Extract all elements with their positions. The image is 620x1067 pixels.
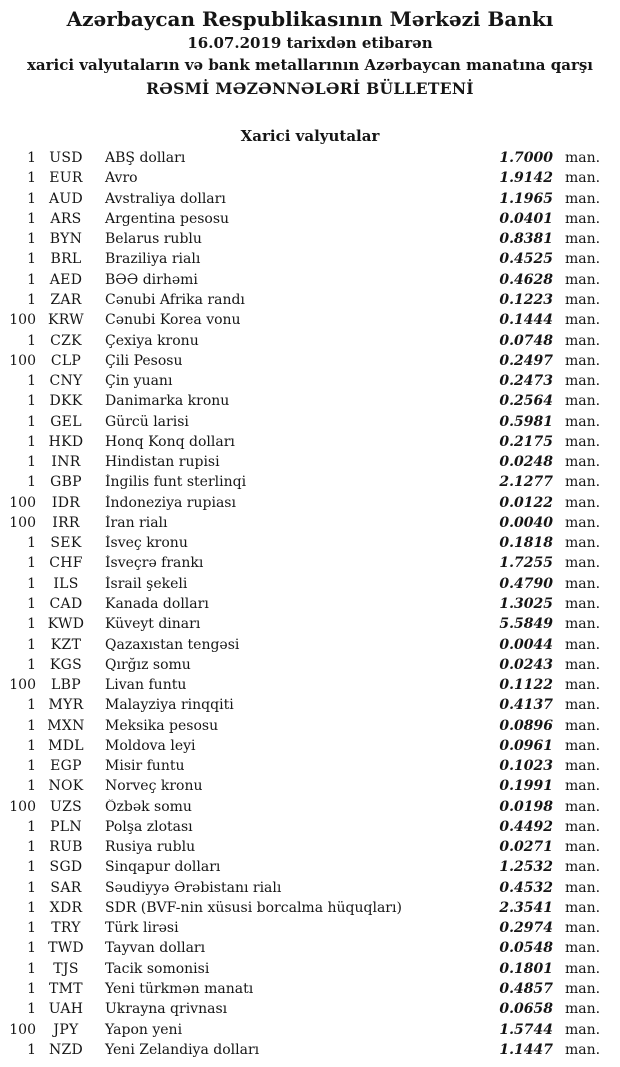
unit-label: man.: [565, 271, 601, 288]
rate-row: [0, 979, 620, 999]
currency-name: Rusiya rublu: [105, 839, 196, 856]
rate-value: 0.1991: [499, 778, 553, 795]
rate-value: 0.2175: [499, 433, 553, 450]
unit-label: man.: [565, 899, 601, 916]
rate-row: [0, 310, 620, 330]
rate-value: 0.1023: [499, 758, 553, 775]
quantity-value: 100: [9, 514, 36, 531]
rate-row: [0, 736, 620, 756]
quantity-value: 1: [27, 190, 36, 207]
rate-row: [0, 472, 620, 492]
quantity-value: 1: [27, 778, 36, 795]
unit-label: man.: [565, 170, 601, 187]
quantity-value: 1: [27, 960, 36, 977]
quantity-value: 1: [27, 758, 36, 775]
currency-code: EUR: [49, 170, 83, 187]
currency-code: NZD: [48, 1041, 84, 1058]
currency-name: Çexiya kronu: [105, 332, 199, 349]
currency-code: INR: [51, 454, 81, 471]
quantity-value: 1: [27, 210, 36, 227]
rate-row: [0, 513, 620, 533]
rate-value: 1.3025: [499, 595, 553, 612]
currency-code: GBP: [50, 474, 82, 491]
unit-label: man.: [565, 778, 601, 795]
quantity-value: 1: [27, 271, 36, 288]
rate-value: 0.1223: [499, 291, 553, 308]
currency-code: MXN: [47, 717, 85, 734]
quantity-value: 1: [27, 575, 36, 592]
quantity-value: 1: [27, 291, 36, 308]
currency-name: Küveyt dinarı: [105, 616, 201, 633]
currency-code: TWD: [48, 940, 84, 957]
quantity-value: 1: [27, 879, 36, 896]
currency-name: Misir funtu: [105, 758, 185, 775]
rate-row: [0, 533, 620, 553]
unit-label: man.: [565, 818, 601, 835]
rate-value: 0.1122: [499, 677, 553, 694]
rate-row: [0, 999, 620, 1019]
rate-value: 0.1801: [499, 960, 553, 977]
quantity-value: 100: [9, 312, 36, 329]
quantity-value: 1: [27, 150, 36, 167]
currency-name: Hindistan rupisi: [105, 454, 220, 471]
quantity-value: 1: [27, 413, 36, 430]
currency-code: ARS: [50, 210, 82, 227]
rate-row: [0, 209, 620, 229]
currency-name: Yapon yeni: [105, 1021, 183, 1038]
bulletin-title: RƏSMİ MƏZƏNNƏLƏRİ BÜLLETENİ: [146, 79, 474, 98]
currency-code: USD: [49, 150, 83, 167]
unit-label: man.: [565, 758, 601, 775]
unit-label: man.: [565, 798, 601, 815]
quantity-value: 1: [27, 737, 36, 754]
rate-row: [0, 797, 620, 817]
currency-code: HKD: [48, 433, 84, 450]
unit-label: man.: [565, 190, 601, 207]
unit-label: man.: [565, 231, 601, 248]
currency-name: Yeni türkmən manatı: [105, 981, 254, 998]
rate-row: [0, 715, 620, 735]
rate-value: 0.0044: [499, 636, 553, 653]
currency-code: SEK: [50, 535, 82, 552]
quantity-value: 1: [27, 474, 36, 491]
rate-row: [0, 878, 620, 898]
currency-code: TMT: [49, 981, 83, 998]
currency-code: KGS: [49, 656, 83, 673]
currency-code: ILS: [53, 575, 79, 592]
quantity-value: 1: [27, 433, 36, 450]
rate-value: 0.0748: [499, 332, 553, 349]
currency-code: BYN: [49, 231, 83, 248]
rate-row: [0, 1040, 620, 1060]
quantity-value: 1: [27, 373, 36, 390]
rate-row: [0, 634, 620, 654]
currency-name: ABŞ dolları: [105, 150, 186, 167]
unit-label: man.: [565, 879, 601, 896]
rate-value: 0.2974: [499, 920, 553, 937]
currency-code: KRW: [48, 312, 84, 329]
rate-value: 0.0961: [499, 737, 553, 754]
currency-name: İngilis funt sterlinqi: [105, 474, 247, 491]
rate-row: [0, 411, 620, 431]
currency-name: İsrail şekeli: [105, 575, 188, 592]
currency-name: Cənubi Afrika randı: [105, 291, 245, 308]
unit-label: man.: [565, 514, 601, 531]
rate-value: 0.4628: [499, 271, 553, 288]
rate-row: [0, 330, 620, 350]
currency-name: Argentina pesosu: [105, 210, 230, 227]
quantity-value: 1: [27, 1041, 36, 1058]
rate-row: [0, 432, 620, 452]
currency-name: Tayvan dolları: [105, 940, 206, 957]
currency-name: Qırğız somu: [105, 656, 191, 673]
currency-name: İsveç kronu: [105, 535, 188, 552]
quantity-value: 1: [27, 636, 36, 653]
rate-row: [0, 249, 620, 269]
currency-name: BƏƏ dirhəmi: [105, 271, 198, 288]
currency-name: İndoneziya rupiası: [105, 494, 236, 511]
currency-code: LBP: [51, 677, 81, 694]
unit-label: man.: [565, 940, 601, 957]
quantity-value: 1: [27, 697, 36, 714]
currency-code: KWD: [47, 616, 85, 633]
unit-label: man.: [565, 210, 601, 227]
currency-name: Belarus rublu: [105, 231, 202, 248]
currency-code: DKK: [49, 393, 83, 410]
rate-value: 0.4790: [499, 575, 553, 592]
rate-value: 1.7255: [499, 555, 553, 572]
currency-code: JPY: [53, 1021, 79, 1038]
unit-label: man.: [565, 575, 601, 592]
rate-value: 1.5744: [499, 1021, 553, 1038]
unit-label: man.: [565, 454, 601, 471]
currency-name: Sinqapur dolları: [105, 859, 221, 876]
rate-value: 1.9142: [499, 170, 553, 187]
quantity-value: 1: [27, 393, 36, 410]
quantity-value: 1: [27, 616, 36, 633]
quantity-value: 1: [27, 818, 36, 835]
rate-value: 0.4137: [499, 697, 553, 714]
unit-label: man.: [565, 595, 601, 612]
currency-code: BRL: [50, 251, 82, 268]
rate-row: [0, 452, 620, 472]
unit-label: man.: [565, 737, 601, 754]
rate-row: [0, 655, 620, 675]
currency-code: UZS: [49, 798, 83, 815]
currency-name: Meksika pesosu: [105, 717, 219, 734]
currency-name: Ukrayna qrivnası: [105, 1001, 228, 1018]
quantity-value: 1: [27, 656, 36, 673]
currency-code: EGP: [50, 758, 82, 775]
rate-value: 1.1965: [499, 190, 553, 207]
quantity-value: 1: [27, 981, 36, 998]
currency-code: ZAR: [50, 291, 82, 308]
currency-code: SGD: [49, 859, 83, 876]
rate-row: [0, 776, 620, 796]
quantity-value: 1: [27, 231, 36, 248]
rate-row: [0, 817, 620, 837]
rate-value: 1.1447: [499, 1041, 553, 1058]
currency-name: Avro: [105, 170, 138, 187]
rate-value: 0.5981: [499, 413, 553, 430]
rate-row: [0, 695, 620, 715]
rate-value: 5.5849: [499, 616, 553, 633]
effective-date-line: 16.07.2019 tarixdən etibarən: [187, 34, 433, 52]
rate-value: 0.2564: [499, 393, 553, 410]
rate-row: [0, 594, 620, 614]
rate-row: [0, 148, 620, 168]
unit-label: man.: [565, 1001, 601, 1018]
currency-name: Qazaxıstan tengəsi: [105, 636, 240, 653]
unit-label: man.: [565, 960, 601, 977]
rate-row: [0, 189, 620, 209]
currency-code: NOK: [48, 778, 84, 795]
currency-name: Malayziya rinqqiti: [105, 697, 234, 714]
rate-row: [0, 493, 620, 513]
rate-row: [0, 837, 620, 857]
unit-label: man.: [565, 332, 601, 349]
unit-label: man.: [565, 150, 601, 167]
currency-code: SAR: [50, 879, 82, 896]
unit-label: man.: [565, 677, 601, 694]
rate-value: 1.7000: [499, 150, 553, 167]
currency-name: Norveç kronu: [105, 778, 203, 795]
currency-code: MYR: [48, 697, 84, 714]
quantity-value: 1: [27, 332, 36, 349]
section-title-foreign-currencies: Xarici valyutalar: [240, 127, 380, 145]
currency-name: Cənubi Korea vonu: [105, 312, 241, 329]
unit-label: man.: [565, 920, 601, 937]
unit-label: man.: [565, 981, 601, 998]
quantity-value: 1: [27, 920, 36, 937]
unit-label: man.: [565, 839, 601, 856]
quantity-value: 1: [27, 859, 36, 876]
currency-name: Gürcü larisi: [105, 413, 189, 430]
quantity-value: 1: [27, 170, 36, 187]
unit-label: man.: [565, 474, 601, 491]
quantity-value: 1: [27, 251, 36, 268]
rate-value: 0.2497: [499, 352, 553, 369]
currency-code: IDR: [51, 494, 81, 511]
currency-code: TJS: [53, 960, 79, 977]
rate-row: [0, 918, 620, 938]
unit-label: man.: [565, 535, 601, 552]
currency-code: RUB: [49, 839, 83, 856]
currency-code: CAD: [49, 595, 83, 612]
rate-value: 0.0271: [499, 839, 553, 856]
rate-value: 0.4857: [499, 981, 553, 998]
rate-row: [0, 553, 620, 573]
currency-code: CZK: [50, 332, 82, 349]
quantity-value: 1: [27, 555, 36, 572]
rate-row: [0, 229, 620, 249]
quantity-value: 100: [9, 1021, 36, 1038]
quantity-value: 100: [9, 494, 36, 511]
rate-row: [0, 614, 620, 634]
unit-label: man.: [565, 291, 601, 308]
currency-code: GEL: [50, 413, 82, 430]
quantity-value: 1: [27, 595, 36, 612]
currency-name: SDR (BVF-nin xüsusi borcalma hüquqları): [105, 899, 402, 916]
unit-label: man.: [565, 656, 601, 673]
rate-row: [0, 938, 620, 958]
bulletin-header: [0, 6, 620, 100]
currency-name: Avstraliya dolları: [105, 190, 226, 207]
rate-row: [0, 857, 620, 877]
quantity-value: 1: [27, 899, 36, 916]
unit-label: man.: [565, 555, 601, 572]
currency-name: İran rialı: [105, 514, 168, 531]
currency-name: Səudiyyə Ərəbistanı rialı: [105, 879, 282, 896]
unit-label: man.: [565, 859, 601, 876]
rate-value: 0.1444: [499, 312, 553, 329]
currency-name: Türk lirəsi: [105, 920, 179, 937]
currency-code: XDR: [49, 899, 83, 916]
currency-name: Çin yuanı: [105, 373, 173, 390]
unit-label: man.: [565, 1041, 601, 1058]
quantity-value: 1: [27, 535, 36, 552]
rate-value: 2.3541: [499, 899, 553, 916]
currency-code: AUD: [48, 190, 84, 207]
rate-row: [0, 168, 620, 188]
unit-label: man.: [565, 312, 601, 329]
rate-row: [0, 756, 620, 776]
rate-row: [0, 270, 620, 290]
unit-label: man.: [565, 373, 601, 390]
currency-code: CNY: [49, 373, 83, 390]
currency-name: Moldova leyi: [105, 737, 196, 754]
rate-value: 0.0401: [499, 210, 553, 227]
unit-label: man.: [565, 616, 601, 633]
currency-code: KZT: [50, 636, 82, 653]
unit-label: man.: [565, 636, 601, 653]
rate-row: [0, 371, 620, 391]
unit-label: man.: [565, 352, 601, 369]
quantity-value: 100: [9, 352, 36, 369]
quantity-value: 1: [27, 717, 36, 734]
rate-value: 0.8381: [499, 231, 553, 248]
currency-code: CLP: [50, 352, 82, 369]
exchange-rates-table: [0, 148, 620, 1060]
currency-name: Kanada dolları: [105, 595, 209, 612]
currency-name: Polşa zlotası: [105, 818, 193, 835]
quantity-value: 100: [9, 798, 36, 815]
unit-label: man.: [565, 393, 601, 410]
rate-row: [0, 391, 620, 411]
rate-value: 0.2473: [499, 373, 553, 390]
bank-title: Azərbaycan Respublikasının Mərkəzi Bankı: [66, 7, 554, 31]
rate-value: 0.4532: [499, 879, 553, 896]
unit-label: man.: [565, 1021, 601, 1038]
unit-label: man.: [565, 251, 601, 268]
rate-value: 0.4525: [499, 251, 553, 268]
quantity-value: 1: [27, 940, 36, 957]
rate-value: 0.0198: [499, 798, 553, 815]
currency-code: AED: [49, 271, 83, 288]
rate-value: 0.0248: [499, 454, 553, 471]
rate-row: [0, 1019, 620, 1039]
rate-value: 0.4492: [499, 818, 553, 835]
unit-label: man.: [565, 413, 601, 430]
currency-code: IRR: [52, 514, 80, 531]
unit-label: man.: [565, 717, 601, 734]
currency-name: İsveçrə frankı: [105, 555, 204, 572]
rate-value: 0.0243: [499, 656, 553, 673]
rate-row: [0, 290, 620, 310]
subtitle-line: xarici valyutaların və bank metallarının Azərbaycan manatına qarşı: [26, 56, 594, 74]
rate-value: 0.0896: [499, 717, 553, 734]
rate-row: [0, 675, 620, 695]
rate-row: [0, 574, 620, 594]
rate-value: 0.1818: [499, 535, 553, 552]
currency-name: Yeni Zelandiya dolları: [105, 1041, 260, 1058]
currency-name: Livan funtu: [105, 677, 187, 694]
currency-name: Danimarka kronu: [105, 393, 230, 410]
currency-code: UAH: [48, 1001, 84, 1018]
currency-name: Braziliya rialı: [105, 251, 201, 268]
currency-name: Özbək somu: [105, 798, 192, 815]
rate-value: 0.0122: [499, 494, 553, 511]
quantity-value: 1: [27, 839, 36, 856]
rate-row: [0, 351, 620, 371]
rate-value: 2.1277: [499, 474, 553, 491]
quantity-value: 1: [27, 454, 36, 471]
rate-value: 0.0040: [499, 514, 553, 531]
quantity-value: 100: [9, 677, 36, 694]
currency-code: TRY: [51, 920, 81, 937]
rate-row: [0, 898, 620, 918]
unit-label: man.: [565, 433, 601, 450]
rate-row: [0, 959, 620, 979]
currency-code: PLN: [50, 818, 82, 835]
rate-value: 0.0548: [499, 940, 553, 957]
currency-code: MDL: [48, 737, 84, 754]
rate-value: 1.2532: [499, 859, 553, 876]
unit-label: man.: [565, 494, 601, 511]
unit-label: man.: [565, 697, 601, 714]
currency-name: Honq Konq dolları: [105, 433, 235, 450]
currency-name: Tacik somonisi: [105, 960, 210, 977]
currency-code: CHF: [49, 555, 83, 572]
rate-value: 0.0658: [499, 1001, 553, 1018]
quantity-value: 1: [27, 1001, 36, 1018]
currency-name: Çili Pesosu: [105, 352, 183, 369]
